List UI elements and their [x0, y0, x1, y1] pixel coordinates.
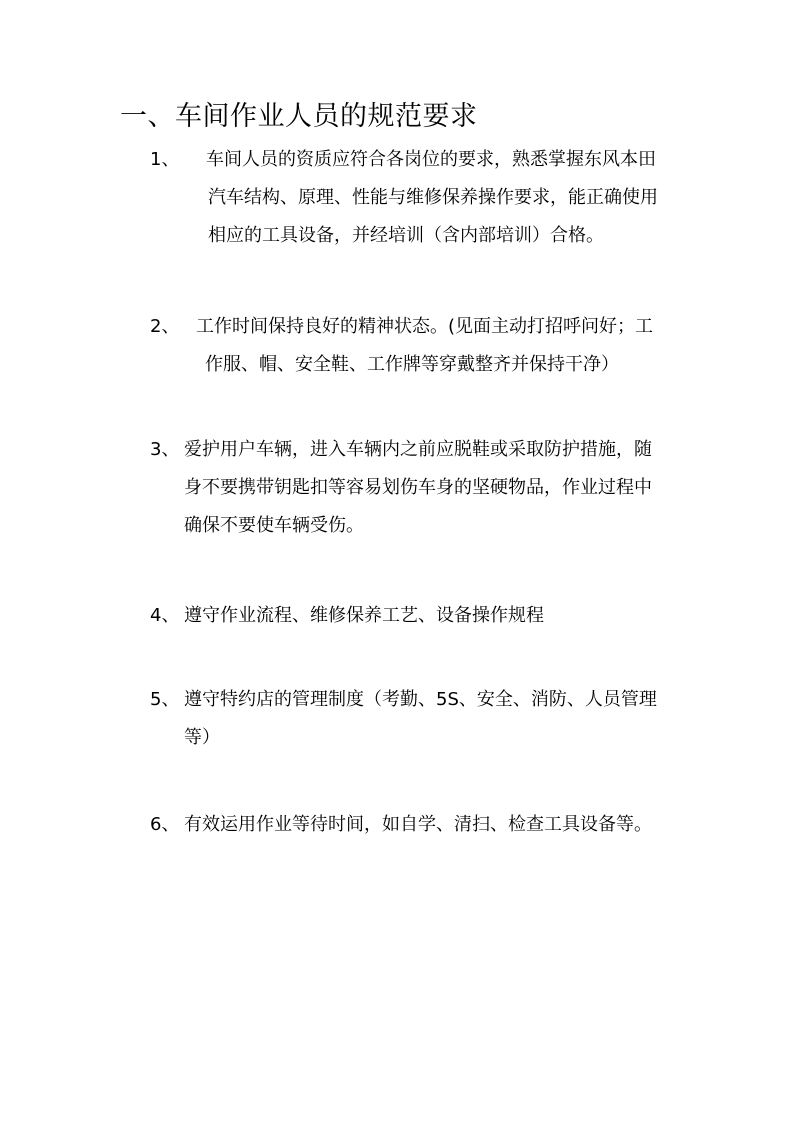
list-item-number: 6、	[150, 814, 180, 835]
list-item-text: 工作时间保持良好的精神状态。(见面主动打招呼问好；工	[196, 316, 654, 337]
list-item-4	[150, 597, 750, 635]
list-item-line	[150, 681, 750, 719]
list-item-text: 相应的工具设备，并经培训（含内部培训）合格。	[208, 225, 604, 246]
list-item-5	[150, 681, 750, 757]
list-item-text: 等）	[184, 727, 220, 748]
list-item-number: 5、	[150, 689, 180, 710]
section-heading: 一、车间作业人员的规范要求	[120, 101, 478, 132]
list-item-line	[150, 346, 750, 384]
list-item-text: 遵守作业流程、维修保养工艺、设备操作规程	[184, 605, 544, 626]
list-item-line	[150, 719, 750, 757]
list-item-text: 遵守特约店的管理制度（考勤、5S、安全、消防、人员管理	[184, 689, 657, 710]
list-item-text: 身不要携带钥匙扣等容易划伤车身的坚硬物品，作业过程中	[184, 477, 652, 498]
list-item-2	[150, 308, 750, 384]
list-item-line	[150, 469, 750, 507]
list-item-line	[150, 806, 750, 844]
list-item-6	[150, 806, 750, 844]
list-item-line	[150, 141, 750, 179]
list-item-line	[150, 597, 750, 635]
list-item-number: 2、	[150, 316, 180, 337]
list-item-number: 4、	[150, 605, 180, 626]
list-item-line	[150, 431, 750, 469]
list-item-line	[150, 217, 750, 255]
list-item-number: 3、	[150, 439, 180, 460]
list-item-text: 汽车结构、原理、性能与维修保养操作要求，能正确使用	[208, 187, 658, 208]
list-item-text: 爱护用户车辆，进入车辆内之前应脱鞋或采取防护措施，随	[184, 439, 652, 460]
list-item-3	[150, 431, 750, 545]
list-item-1	[150, 141, 750, 255]
list-item-text: 作服、帽、安全鞋、工作牌等穿戴整齐并保持干净）	[205, 354, 619, 375]
list-item-line	[150, 507, 750, 545]
list-item-text: 确保不要使车辆受伤。	[184, 515, 364, 536]
list-item-line	[150, 308, 750, 346]
list-item-line	[150, 179, 750, 217]
list-item-text: 车间人员的资质应符合各岗位的要求，熟悉掌握东风本田	[206, 149, 656, 170]
list-item-text: 有效运用作业等待时间，如自学、清扫、检查工具设备等。	[184, 814, 652, 835]
list-item-number: 1、	[150, 149, 180, 170]
